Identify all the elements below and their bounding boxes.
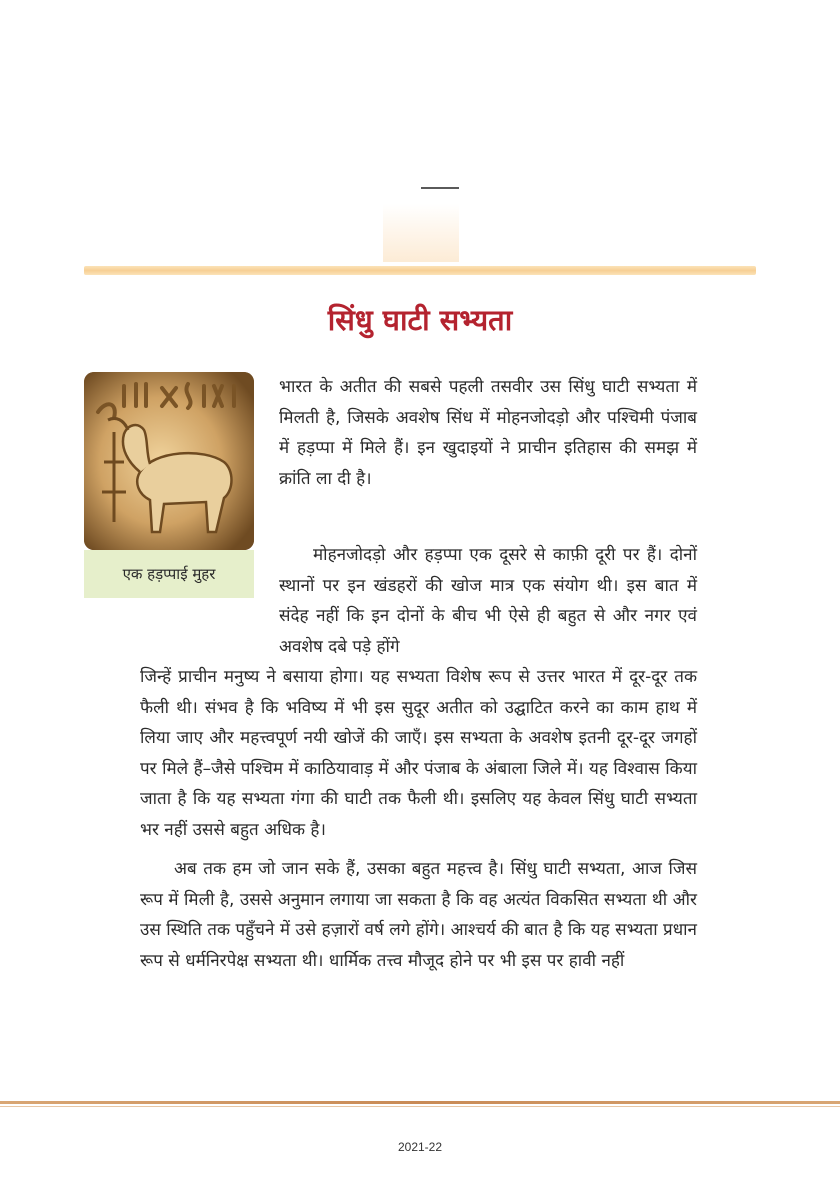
paragraph-2-rest: जिन्हें प्राचीन मनुष्य ने बसाया होगा। यह सभ्यता विशेष रूप से उत्तर भारत में दूर-दूर तक फैली थी। संभव है कि भविष्य में भी इस सुदूर अतीत को उद्घाटित करने का काम हाथ में लिया जाए और महत्त्वपूर्ण नयी खोजें की जाएँ। इस सभ्यता के अवशेष इतनी दूर-दूर जगहों पर मिले हैं–जैसे पश्चिम में काठियावाड़ में और पंजाब के अंबाला जिले में। यह विश्वास किया जाता है कि यह सभ्यता गंगा की घाटी तक फैली थी। इसलिए यह केवल सिंधु घाटी सभ्यता भर नहीं उससे बहुत अधिक है। [140, 667, 697, 840]
top-decoration [383, 204, 459, 262]
footer-rule [0, 1101, 840, 1104]
page-title: सिंधु घाटी सभ्यता [327, 303, 513, 337]
header-rule [84, 266, 756, 275]
footer-rule-thin [0, 1106, 840, 1107]
top-dash [421, 187, 459, 189]
paragraph-3: अब तक हम जो जान सके हैं, उसका बहुत महत्त्व है। सिंधु घाटी सभ्यता, आज जिस रूप में मिली है, उससे अनुमान लगाया जा सकता है कि वह अत्यंत विकसित सभ्यता थी और उस स्थिति तक पहुँचने में उसे हज़ारों वर्ष लगे होंगे। आश्चर्य की बात है कि यह सभ्यता प्रधान रूप से धर्मनिरपेक्ष सभ्यता थी। धार्मिक तत्त्व मौजूद होने पर भी इस पर हावी नहीं [140, 859, 697, 971]
paragraph-2 [140, 540, 697, 845]
footer-year: 2021-22 [397, 1140, 443, 1154]
figure-caption: एक हड़प्पाई मुहर [84, 550, 254, 598]
paragraph-2-lead: मोहनजोदड़ो और हड़प्पा एक दूसरे से काफ़ी दूरी पर हैं। दोनों स्थानों पर इन खंडहरों की खोज मात्र एक संयोग थी। इस बात में संदेह नहीं कि इन दोनों के बीच भी ऐसे ही बहुत से और नगर एवं अवशेष दबे पड़े होंगे [279, 545, 697, 657]
indus-seal-image [84, 372, 254, 550]
paragraph-1: भारत के अतीत की सबसे पहली तसवीर उस सिंधु घाटी सभ्यता में मिलती है, जिसके अवशेष सिंध में मोहनजोदड़ो और पश्चिमी पंजाब में हड़प्पा में मिले हैं। इन खुदाइयों ने प्राचीन इतिहास की समझ में क्रांति ला दी है। [279, 377, 697, 489]
